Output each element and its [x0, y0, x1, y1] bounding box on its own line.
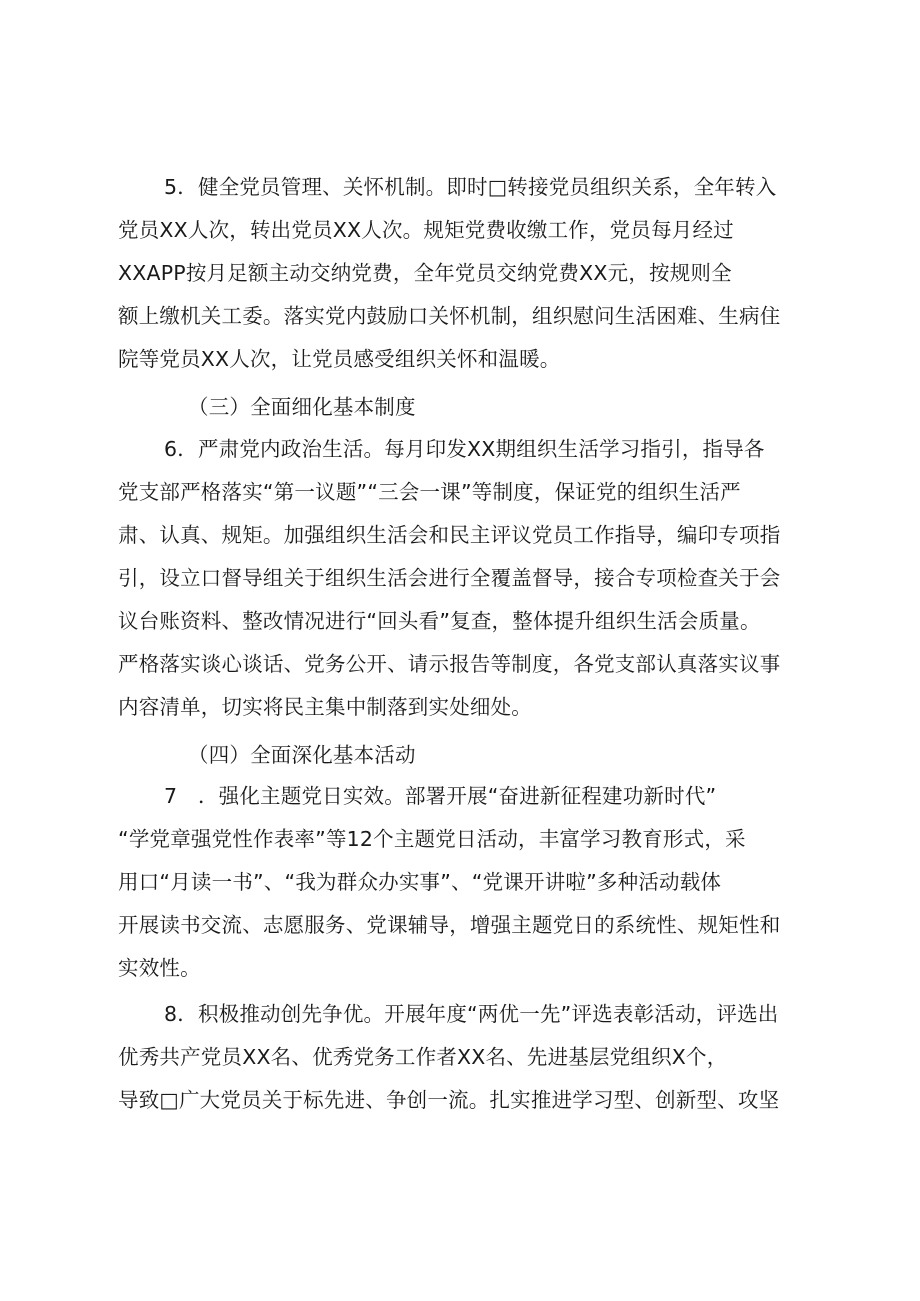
paragraph-5-line-5: 院等党员XX人次，让党员感受组织关怀和温暖。	[118, 347, 561, 371]
paragraph-6-line-4: 引，设立口督导组关于组织生活会进行全覆盖督导，接合专项检查关于会	[118, 566, 781, 590]
paragraph-7-line-5: 实效性。	[118, 956, 201, 980]
paragraph-7-line-3: 用口“月读一书”、“我为群众办实事”、“党课开讲啦”多种活动载体	[118, 870, 722, 894]
paragraph-5-line-4: 额上缴机关工委。落实党内鼓励口关怀机制，组织慰问生活困难、生病住	[118, 304, 781, 328]
paragraph-5-line-1: 5．健全党员管理、关怀机制。即时□转接党员组织关系，全年转入	[164, 175, 777, 199]
paragraph-7-line-4: 开展读书交流、志愿服务、党课辅导，增强主题党日的系统性、规矩性和	[118, 913, 781, 937]
paragraph-6-line-1: 6．严肃党内政治生活。每月印发XX期组织生活学习指引，指导各	[164, 437, 765, 461]
paragraph-8-line-2: 优秀共产党员XX名、优秀党务工作者XX名、先进基层党组织X个，	[118, 1045, 728, 1069]
paragraph-7-line-2: “学党章强党性作表率”等12个主题党日活动，丰富学习教育形式，采	[118, 827, 746, 851]
paragraph-5-line-2: 党员XX人次，转出党员XX人次。规矩党费收缴工作，党员每月经过	[118, 218, 734, 242]
paragraph-5-line-3: XXAPP按月足额主动交纳党费，全年党员交纳党费XX元，按规则全	[118, 261, 732, 285]
paragraph-6-line-7: 内容清单，切实将民主集中制落到实处细处。	[118, 695, 532, 719]
paragraph-6-line-6: 严格落实谈心谈话、党务公开、请示报告等制度，各党支部认真落实议事	[118, 652, 781, 676]
section-heading-4: （四）全面深化基本活动	[188, 743, 416, 767]
paragraph-7-line-1: 7 ．强化主题党日实效。部署开展“奋进新征程建功新时代”	[164, 784, 717, 808]
paragraph-6-line-5: 议台账资料、整改情况进行“回头看”复查，整体提升组织生活会质量。	[118, 609, 761, 633]
paragraph-8-line-3: 导致□广大党员关于标先进、争创一流。扎实推进学习型、创新型、攻坚	[118, 1088, 780, 1112]
paragraph-6-line-2: 党支部严格落实“第一议题”“三会一课”等制度，保证党的组织生活严	[118, 480, 741, 504]
paragraph-8-line-1: 8．积极推动创先争优。开展年度“两优一先”评选表彰活动，评选出	[164, 1002, 779, 1026]
paragraph-6-line-3: 肃、认真、规矩。加强组织生活会和民主评议党员工作指导，编印专项指	[118, 523, 781, 547]
section-heading-3: （三）全面细化基本制度	[188, 395, 416, 419]
